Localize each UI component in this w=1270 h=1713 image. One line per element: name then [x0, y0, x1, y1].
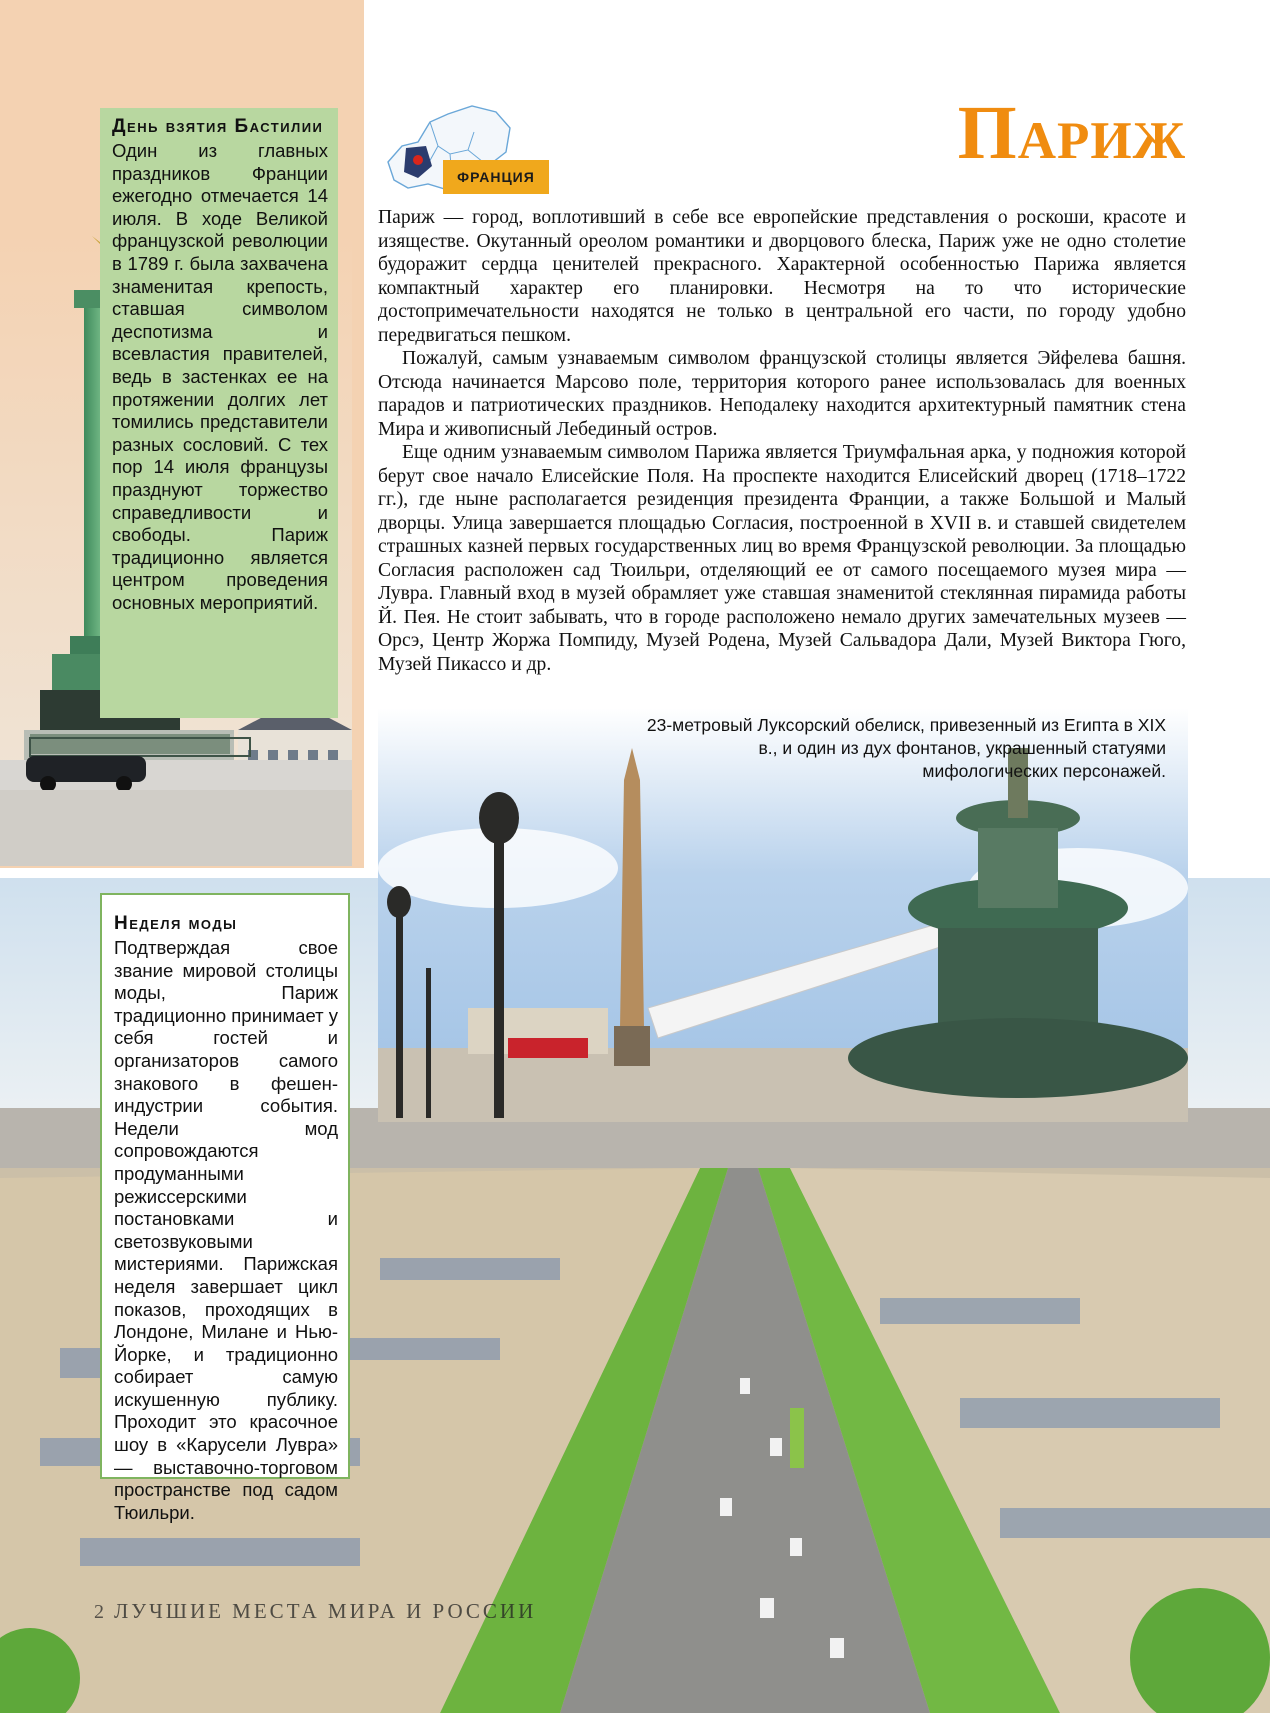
footer-text: ЛУЧШИЕ МЕСТА МИРА И РОССИИ	[114, 1599, 537, 1623]
sidebar-bastille-text: Один из главных праздников Франции ежегодно отмечается 14 июля. В ходе Великой французской революции в 1789 г. была захвачена знаменитая крепость, ставшая символом деспотизма и всевластия правителей, ведь в застенках ее на протяжении долгих лет томились представители разных сословий. С тех пор 14 июля французы празднуют торжество справедливости и свободы. Париж традиционно является центром проведения основных мероприятий.	[112, 140, 328, 613]
france-location-dot	[413, 155, 423, 165]
page-title: Париж	[957, 91, 1186, 175]
page-number: 2	[94, 1601, 104, 1623]
country-tag: ФРАНЦИЯ	[443, 160, 549, 194]
article-body	[378, 206, 1186, 676]
photo-caption: 23-метровый Луксорский обелиск, привезенный из Египта в XIX в., и один из дух фонтанов, украшенный статуями мифологических персонажей.	[646, 715, 1166, 781]
article-paragraph: Еще одним узнаваемым символом Парижа является Триумфальная арка, у подножия которой берут свое начало Елисейские Поля. На проспекте находится Елисейский дворец (1718–1722 гг.), где ныне располагается резиденция президента Франции, а также Большой и Малый дворцы. Улица завершается площадью Согласия, построенной в XVII в. и ставшей свидетелем страшных казней первых государственных лиц во время Французской революции. За площадью Согласия расположен сад Тюильри, отделяющий ее от самого посещаемого музея мира — Лувра. Главный вход в музей обрамляет уже ставшая знаменитой стеклянная пирамида работы Й. Пея. Не стоит забывать, что в городе расположено немало других замечательных музеев — Орсэ, Центр Жоржа Помпиду, Музей Родена, Музей Сальвадора Дали, Музей Виктора Гюго, Музей Пикассо и др.	[378, 442, 1186, 675]
sidebar-fashion-title: Неделя моды	[114, 913, 238, 934]
article-paragraph: Пожалуй, самым узнаваемым символом французской столицы является Эйфелева башня. Отсюда начинается Марсово поле, территория которого ранее использовалась для военных парадов и патриотических праздников. Неподалеку находится архитектурный памятник стена Мира и живописный Лебединый остров.	[378, 348, 1186, 440]
sidebar-fashion-week	[100, 893, 350, 1523]
sidebar-bastille-title: День взятия Бастилии	[112, 116, 324, 137]
running-footer	[86, 1599, 536, 1624]
article-paragraph: Париж — город, воплотивший в себе все европейские представления о роскоши, красоте и изяществе. Окутанный ореолом романтики и дворцового блеска, Париж уже не одно столетие будоражит сердца ценителей прекрасного. Характерной особенностью Парижа является компактный характер его планировки. Несмотря на то что исторические достопримечательности находятся не только в центральной его части, по городу удобно передвигаться пешком.	[378, 207, 1186, 346]
sidebar-fashion-text: Подтверждая свое звание мировой столицы моды, Париж традиционно принимает у себя гостей и организаторов самого знакового в фешен-индустрии события. Недели мод сопровождаются продуманными режиссерскими постановками и светозвуковыми мистериями. Парижская неделя завершает цикл показов, проходящих в Лондоне, Милане и Нью-Йорке, и традиционно собирает самую искушенную публику. Проходит это красочное шоу в «Карусели Лувра» — выставочно-торговом пространстве под садом Тюильри.	[114, 937, 338, 1523]
sidebar-bastille-day	[100, 108, 338, 718]
